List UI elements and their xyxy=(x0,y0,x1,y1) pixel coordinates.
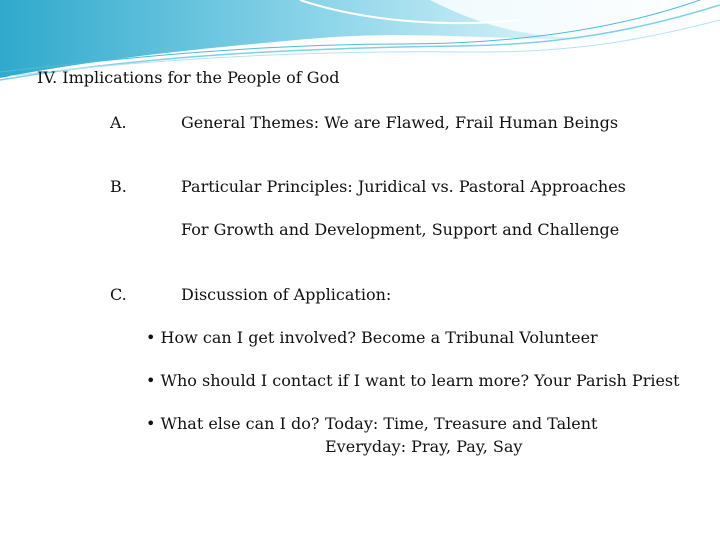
section-c-text: Discussion of Application: xyxy=(181,285,392,304)
section-a-letter: A. xyxy=(110,113,127,132)
section-b-continuation: For Growth and Development, Support and Challenge xyxy=(181,220,620,239)
answer-everyday: Everyday: Pray, Pay, Say xyxy=(325,437,523,456)
section-b-letter: B. xyxy=(110,177,127,196)
bullet-get-involved: • How can I get involved? Become a Tribunal Volunteer xyxy=(146,328,598,347)
section-b-text: Particular Principles: Juridical vs. Pastoral Approaches xyxy=(181,177,626,196)
answer-today: Today: Time, Treasure and Talent xyxy=(325,414,598,433)
section-a-text: General Themes: We are Flawed, Frail Human Beings xyxy=(181,113,619,132)
section-c-letter: C. xyxy=(110,285,127,304)
bullet-what-else: • What else can I do? xyxy=(146,414,320,433)
slide-heading: IV. Implications for the People of God xyxy=(37,68,340,87)
bullet-contact: • Who should I contact if I want to learn more? Your Parish Priest xyxy=(146,371,680,390)
